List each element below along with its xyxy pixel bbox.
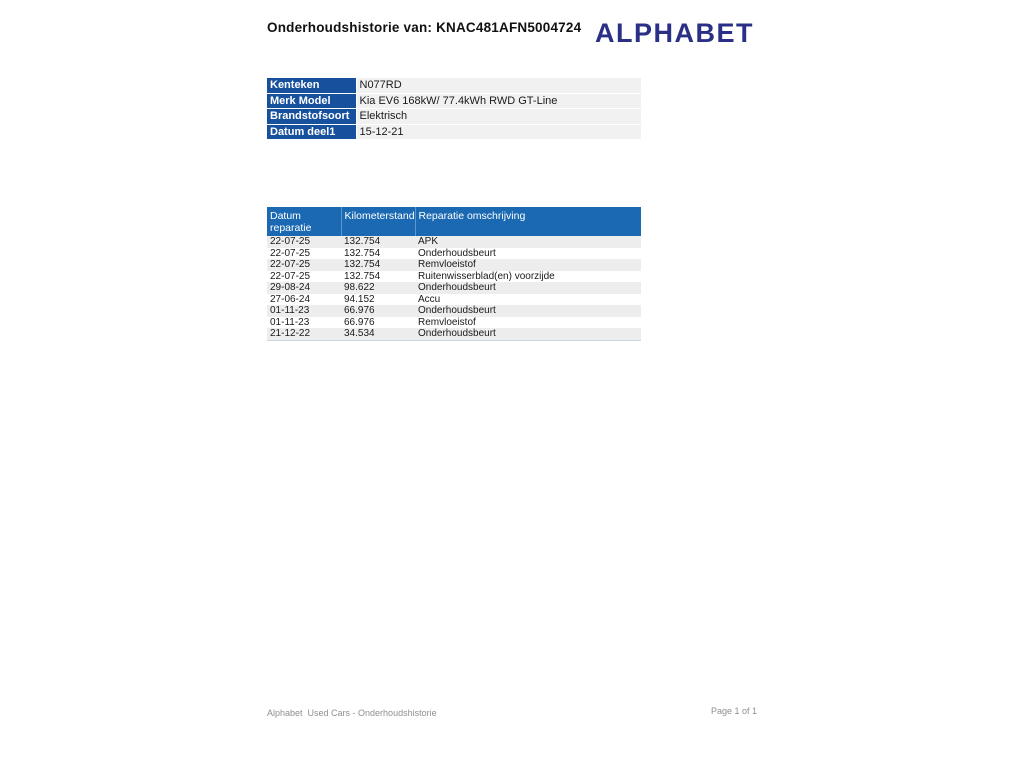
cell-km: 132.754 bbox=[341, 236, 415, 248]
cell-desc: Onderhoudsbeurt bbox=[415, 248, 641, 260]
vehicle-info-row bbox=[267, 109, 641, 124]
cell-date: 29-08-24 bbox=[267, 282, 341, 294]
table-row bbox=[267, 271, 641, 283]
footer-page-number: Page 1 of 1 bbox=[711, 706, 758, 716]
footer-document-label: Alphabet Used Cars - Onderhoudshistorie bbox=[267, 708, 437, 718]
cell-km: 94.152 bbox=[341, 294, 415, 306]
cell-date: 01-11-23 bbox=[267, 317, 341, 329]
table-row bbox=[267, 328, 641, 340]
cell-date: 22-07-25 bbox=[267, 259, 341, 271]
vehicle-info-table bbox=[267, 78, 641, 140]
column-header-kilometerstand: Kilometerstand bbox=[341, 207, 415, 236]
info-label-kenteken: Kenteken bbox=[267, 78, 356, 93]
info-value-kenteken: N077RD bbox=[356, 78, 641, 93]
cell-km: 34.534 bbox=[341, 328, 415, 340]
alphabet-logo: ALPHABET bbox=[595, 18, 754, 48]
cell-desc: APK bbox=[415, 236, 641, 248]
cell-date: 21-12-22 bbox=[267, 328, 341, 340]
cell-date: 01-11-23 bbox=[267, 305, 341, 317]
column-header-datum-reparatie: Datum reparatie bbox=[267, 207, 341, 236]
table-row bbox=[267, 236, 641, 248]
info-value-datum-deel1: 15-12-21 bbox=[356, 124, 641, 139]
cell-desc: Onderhoudsbeurt bbox=[415, 328, 641, 340]
vehicle-info-row bbox=[267, 93, 641, 108]
table-row bbox=[267, 259, 641, 271]
cell-km: 66.976 bbox=[341, 305, 415, 317]
cell-km: 66.976 bbox=[341, 317, 415, 329]
table-row bbox=[267, 317, 641, 329]
cell-desc: Onderhoudsbeurt bbox=[415, 282, 641, 294]
vehicle-info-row bbox=[267, 78, 641, 93]
info-label-brandstofsoort: Brandstofsoort bbox=[267, 109, 356, 124]
cell-desc: Onderhoudsbeurt bbox=[415, 305, 641, 317]
service-history-table bbox=[267, 207, 641, 341]
info-value-brandstofsoort: Elektrisch bbox=[356, 109, 641, 124]
cell-date: 22-07-25 bbox=[267, 271, 341, 283]
page-title: Onderhoudshistorie van: KNAC481AFN5004724 bbox=[267, 20, 582, 35]
info-label-merk-model: Merk Model bbox=[267, 93, 356, 108]
table-row bbox=[267, 248, 641, 260]
cell-desc: Remvloeistof bbox=[415, 317, 641, 329]
table-row bbox=[267, 294, 641, 306]
table-row bbox=[267, 282, 641, 294]
vehicle-info-row bbox=[267, 124, 641, 139]
column-header-reparatie-omschrijving: Reparatie omschrijving bbox=[415, 207, 641, 236]
table-row bbox=[267, 305, 641, 317]
service-table-header-row bbox=[267, 207, 641, 236]
cell-km: 132.754 bbox=[341, 259, 415, 271]
cell-km: 132.754 bbox=[341, 248, 415, 260]
info-value-merk-model: Kia EV6 168kW/ 77.4kWh RWD GT-Line bbox=[356, 93, 641, 108]
cell-desc: Accu bbox=[415, 294, 641, 306]
cell-date: 22-07-25 bbox=[267, 236, 341, 248]
cell-date: 27-06-24 bbox=[267, 294, 341, 306]
cell-date: 22-07-25 bbox=[267, 248, 341, 260]
cell-desc: Remvloeistof bbox=[415, 259, 641, 271]
cell-km: 98.622 bbox=[341, 282, 415, 294]
info-label-datum-deel1: Datum deel1 bbox=[267, 124, 356, 139]
cell-km: 132.754 bbox=[341, 271, 415, 283]
cell-desc: Ruitenwisserblad(en) voorzijde bbox=[415, 271, 641, 283]
